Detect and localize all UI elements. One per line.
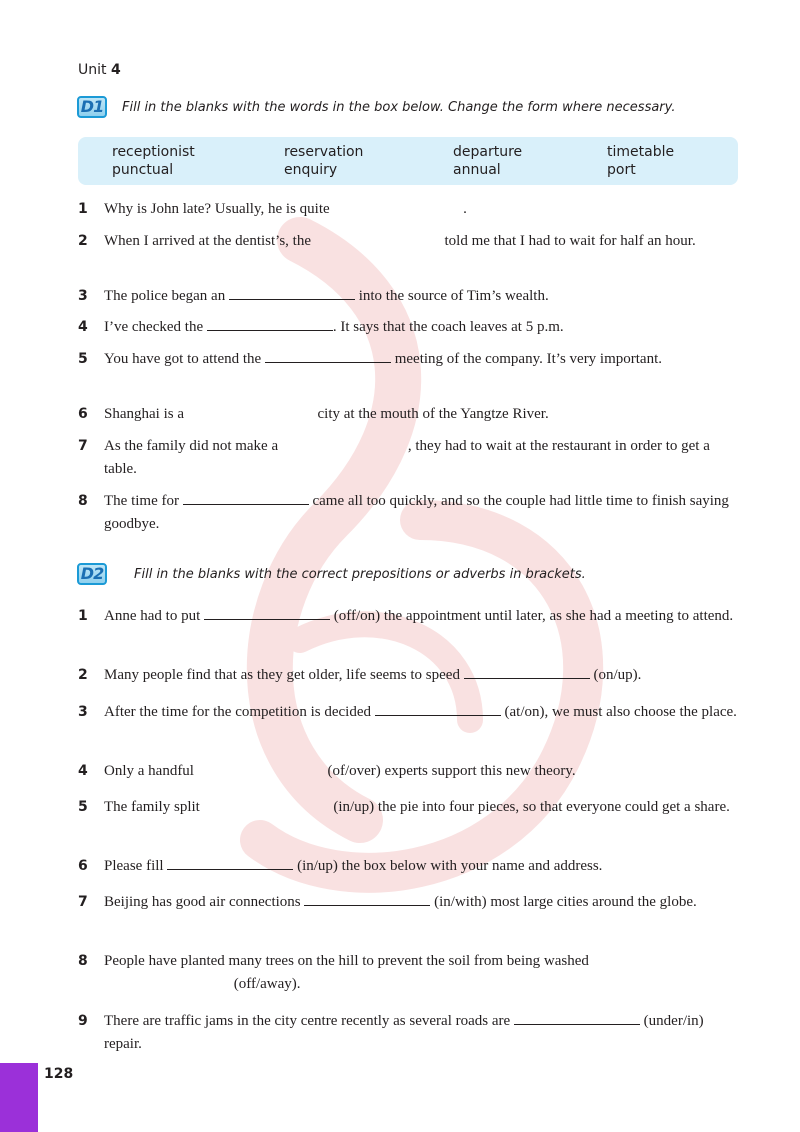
answer-blank[interactable] <box>207 316 333 331</box>
word-box-item: receptionist <box>112 144 195 160</box>
unit-heading <box>78 62 121 78</box>
answer-blank[interactable] <box>198 761 324 775</box>
d2-question-8: 8 People have planted many trees on the hill to prevent the soil from being washed (off/away). <box>78 953 589 992</box>
unit-label: Unit <box>78 62 107 78</box>
d1-question-2: 2 When I arrived at the dentist’s, the told me that I had to wait for half an hour. <box>78 233 696 249</box>
d1-question-1: 1 Why is John late? Usually, he is quite . <box>78 201 467 217</box>
answer-blank[interactable] <box>514 1010 640 1025</box>
d2-question-5: 5 The family split (in/up) the pie into four pieces, so that everyone could get a share. <box>78 799 730 815</box>
d2-question-4: 4 Only a handful (of/over) experts support this new theory. <box>78 763 576 779</box>
answer-blank[interactable] <box>333 199 459 213</box>
d2-question-3: 3 After the time for the competition is decided (at/on), we must also choose the place. <box>78 701 740 724</box>
answer-blank[interactable] <box>229 285 355 300</box>
answer-blank[interactable] <box>188 404 314 418</box>
answer-blank[interactable] <box>375 701 501 716</box>
answer-blank[interactable] <box>183 490 309 505</box>
d2-question-9: 9 There are traffic jams in the city centre recently as several roads are (under/in) repair. <box>78 1010 740 1056</box>
page-color-bar <box>0 1063 38 1132</box>
d1-question-3: 3 The police began an into the source of Tim’s wealth. <box>78 285 740 308</box>
d2-question-7: 7 Beijing has good air connections (in/with) most large cities around the globe. <box>78 891 740 914</box>
d1-question-8: 8 The time for came all too quickly, and so the couple had little time to finish saying goodbye. <box>78 490 740 536</box>
section-d2-instruction: Fill in the blanks with the correct prepositions or adverbs in brackets. <box>134 567 586 582</box>
d2-question-2: 2 Many people find that as they get older, life seems to speed (on/up). <box>78 664 740 687</box>
answer-blank[interactable] <box>204 605 330 620</box>
word-box <box>78 137 738 185</box>
word-box-item: annual <box>453 162 501 178</box>
word-box-item: enquiry <box>284 162 338 178</box>
d1-question-6: 6 Shanghai is a city at the mouth of the Yangtze River. <box>78 406 549 422</box>
unit-number: 4 <box>110 62 121 78</box>
d2-question-1: 1 Anne had to put (off/on) the appointment until later, as she had a meeting to attend. <box>78 605 740 628</box>
answer-blank[interactable] <box>104 974 230 988</box>
answer-blank[interactable] <box>265 348 391 363</box>
d1-question-7: 7 As the family did not make a , they had to wait at the restaurant in order to get a table. <box>78 438 710 477</box>
word-box-item: reservation <box>284 144 364 160</box>
answer-blank[interactable] <box>304 891 430 906</box>
word-box-item: punctual <box>112 162 174 178</box>
answer-blank[interactable] <box>204 797 330 811</box>
answer-blank[interactable] <box>167 855 293 870</box>
word-box-item: port <box>607 162 636 178</box>
word-box-item: timetable <box>607 144 675 160</box>
answer-blank[interactable] <box>464 664 590 679</box>
section-d1-instruction: Fill in the blanks with the words in the box below. Change the form where necessary. <box>122 100 676 115</box>
answer-blank[interactable] <box>315 231 441 245</box>
word-box-item: departure <box>453 144 523 160</box>
d1-question-5: 5 You have got to attend the meeting of the company. It’s very important. <box>78 348 740 371</box>
answer-blank[interactable] <box>282 436 408 450</box>
page-number: 128 <box>44 1066 74 1082</box>
section-d2-badge: D2 <box>77 563 107 585</box>
section-d1-badge: D1 <box>77 96 107 118</box>
d2-question-6: 6 Please fill (in/up) the box below with your name and address. <box>78 855 740 878</box>
d1-question-4: 4 I’ve checked the . It says that the coach leaves at 5 p.m. <box>78 316 740 339</box>
